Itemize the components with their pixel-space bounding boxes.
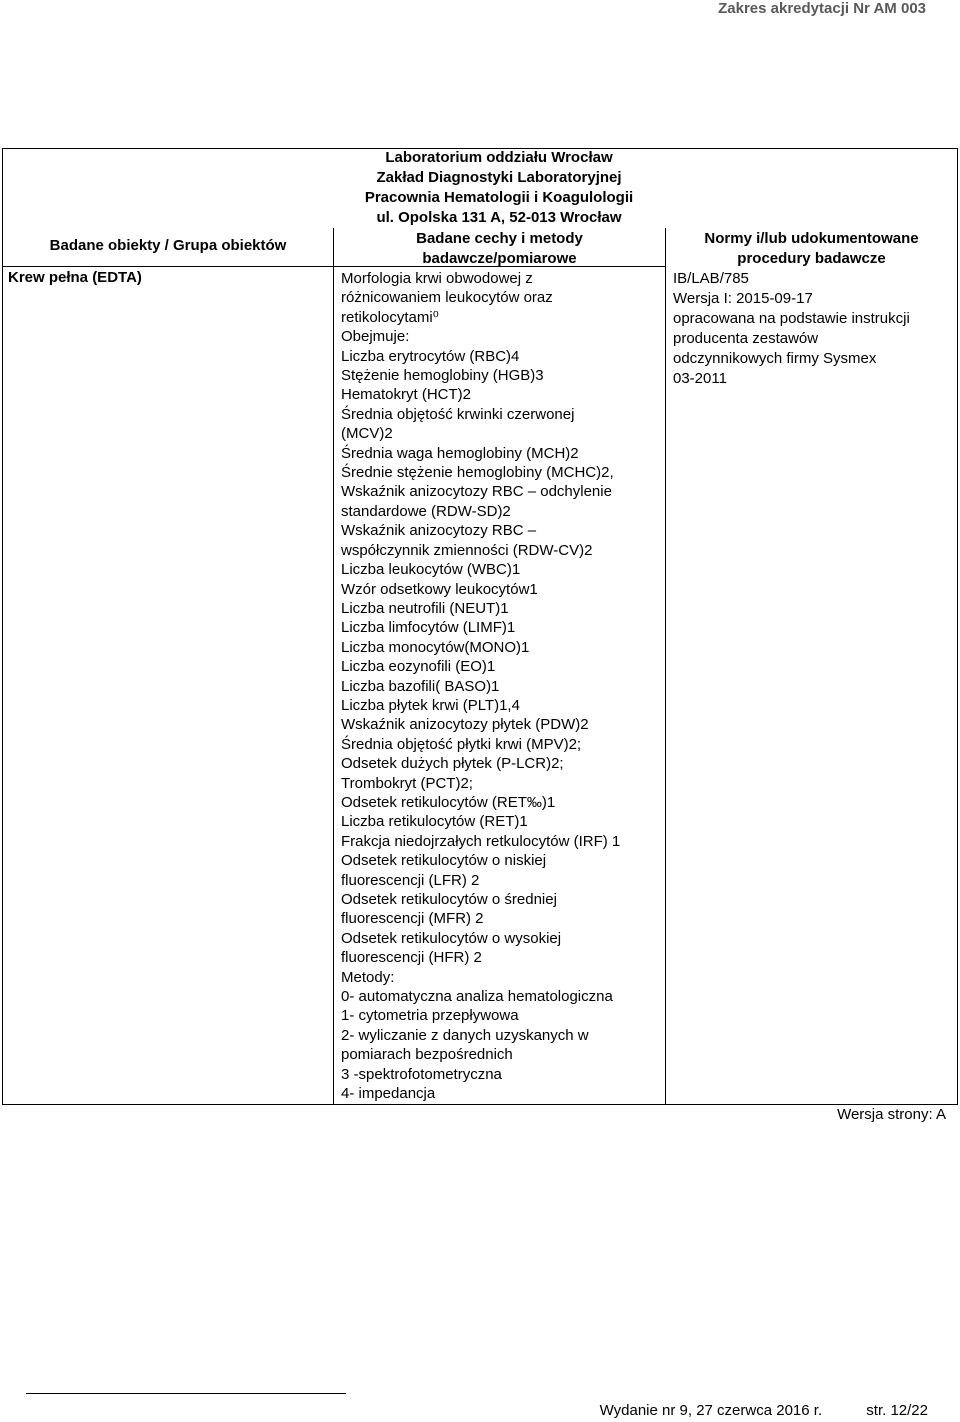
parameter-line: współczynnik zmienności (RDW-CV)2 [341,541,593,559]
column-header-norms-line: Normy i/lub udokumentowane [704,230,919,247]
edition-info: Wydanie nr 9, 27 czerwca 2016 r. [599,1402,823,1419]
lab-department: Zakład Diagnostyki Laboratoryjnej [376,169,622,186]
parameter-line: (MCV)2 [341,425,393,443]
column-divider-2 [665,228,666,1105]
parameter-line: pomiarach bezpośrednich [341,1046,513,1064]
table-border-bottom [2,1104,957,1105]
parameter-line: Frakcja niedojrzałych retkulocytów (IRF) 1 [341,832,621,850]
column-header-methods-line: Badane cechy i metody [416,230,583,247]
lab-name: Laboratorium oddziału Wrocław [385,149,613,166]
sample-type: Krew pełna (EDTA) [8,269,142,286]
table-border-left [2,148,3,1105]
parameter-line: 4- impedancja [341,1085,436,1103]
parameter-line: Liczba monocytów(MONO)1 [341,638,530,656]
parameter-line: Średnie stężenie hemoglobiny (MCHC)2, [341,464,614,482]
parameter-line: Stężenie hemoglobiny (HGB)3 [341,367,544,385]
norm-line: producenta zestawów [673,330,819,347]
parameter-line: Liczba limfocytów (LIMF)1 [341,619,516,637]
parameter-line: Średnia objętość krwinki czerwonej [341,405,575,423]
norms-list [673,269,955,389]
norm-line: opracowana na podstawie instrukcji [673,310,910,327]
lab-address: ul. Opolska 131 A, 52-013 Wrocław [376,209,622,226]
parameter-line: fluorescencji (MFR) 2 [341,910,484,928]
parameter-line: Metody: [341,968,395,986]
parameter-line: Średnia waga hemoglobiny (MCH)2 [341,444,579,462]
parameter-line: Odsetek retikulocytów (RET‰)1 [341,793,556,811]
footer-rule [26,1393,346,1394]
parameter-line: Trombokryt (PCT)2; [341,774,473,792]
footer [560,1402,928,1419]
page-version: Wersja strony: A [837,1106,946,1123]
parameter-line: Liczba bazofili( BASO)1 [341,677,500,695]
parameter-line: Odsetek dużych płytek (P-LCR)2; [341,755,564,773]
parameter-line: 0- automatyczna analiza hematologiczna [341,988,613,1006]
parameter-line: 1- cytometria przepływowa [341,1007,519,1025]
parameter-line: Liczba leukocytów (WBC)1 [341,561,521,579]
lab-unit: Pracownia Hematologii i Koagulologii [364,189,634,206]
parameter-line: Liczba retikulocytów (RET)1 [341,813,528,831]
parameter-line: 3 -spektrofotometryczna [341,1065,502,1083]
parameter-line: Odsetek retikulocytów o średniej [341,891,557,908]
parameter-line: Wskaźnik anizocytozy płytek (PDW)2 [341,716,589,734]
parameter-line: standardowe (RDW-SD)2 [341,502,511,520]
parameter-line: Liczba płytek krwi (PLT)1,4 [341,696,520,714]
column-divider-1 [333,228,334,1105]
parameter-line: Odsetek retikulocytów o wysokiej [341,929,562,947]
column-header-methods [336,229,663,269]
laboratory-info [338,148,660,228]
norm-line: 03-2011 [673,370,727,387]
column-header-objects: Badane obiekty / Grupa obiektów [49,237,287,254]
parameter-line: różnicowaniem leukocytów oraz [341,289,553,307]
column-header-norms [668,229,955,269]
parameter-line: Liczba erytrocytów (RBC)4 [341,347,520,365]
page-number: str. 12/22 [866,1402,928,1419]
parameter-line: Średnia objętość płytki krwi (MPV)2; [341,735,582,753]
parameter-line: Liczba neutrofili (NEUT)1 [341,599,509,617]
parameter-line: retikolocytami⁰ [341,308,439,326]
column-header-norms-line: procedury badawcze [737,250,886,267]
parameter-line: Hematokryt (HCT)2 [341,386,472,404]
norm-line: IB/LAB/785 [673,270,749,287]
parameter-line: Odsetek retikulocytów o niskiej [341,852,547,870]
parameter-line: 2- wyliczanie z danych uzyskanych w [341,1026,589,1044]
norm-line: odczynnikowych firmy Sysmex [673,350,877,367]
column-header-methods-line: badawcze/pomiarowe [422,250,577,267]
table-border-right [957,148,958,1105]
parameters-list [341,269,663,1103]
header-divider-left [2,266,333,267]
document-title: Zakres akredytacji Nr AM 003 [718,0,926,17]
parameter-line: Morfologia krwi obwodowej z [341,270,533,287]
parameter-line: fluorescencji (HFR) 2 [341,949,482,967]
parameter-line: Liczba eozynofili (EO)1 [341,658,496,676]
parameter-line: Wskaźnik anizocytozy RBC – [341,522,537,540]
norm-line: Wersja I: 2015-09-17 [673,290,813,307]
parameter-line: Wskaźnik anizocytozy RBC – odchylenie [341,483,612,501]
parameter-line: fluorescencji (LFR) 2 [341,871,480,889]
parameter-line: Wzór odsetkowy leukocytów1 [341,580,538,598]
parameter-line: Obejmuje: [341,328,410,346]
